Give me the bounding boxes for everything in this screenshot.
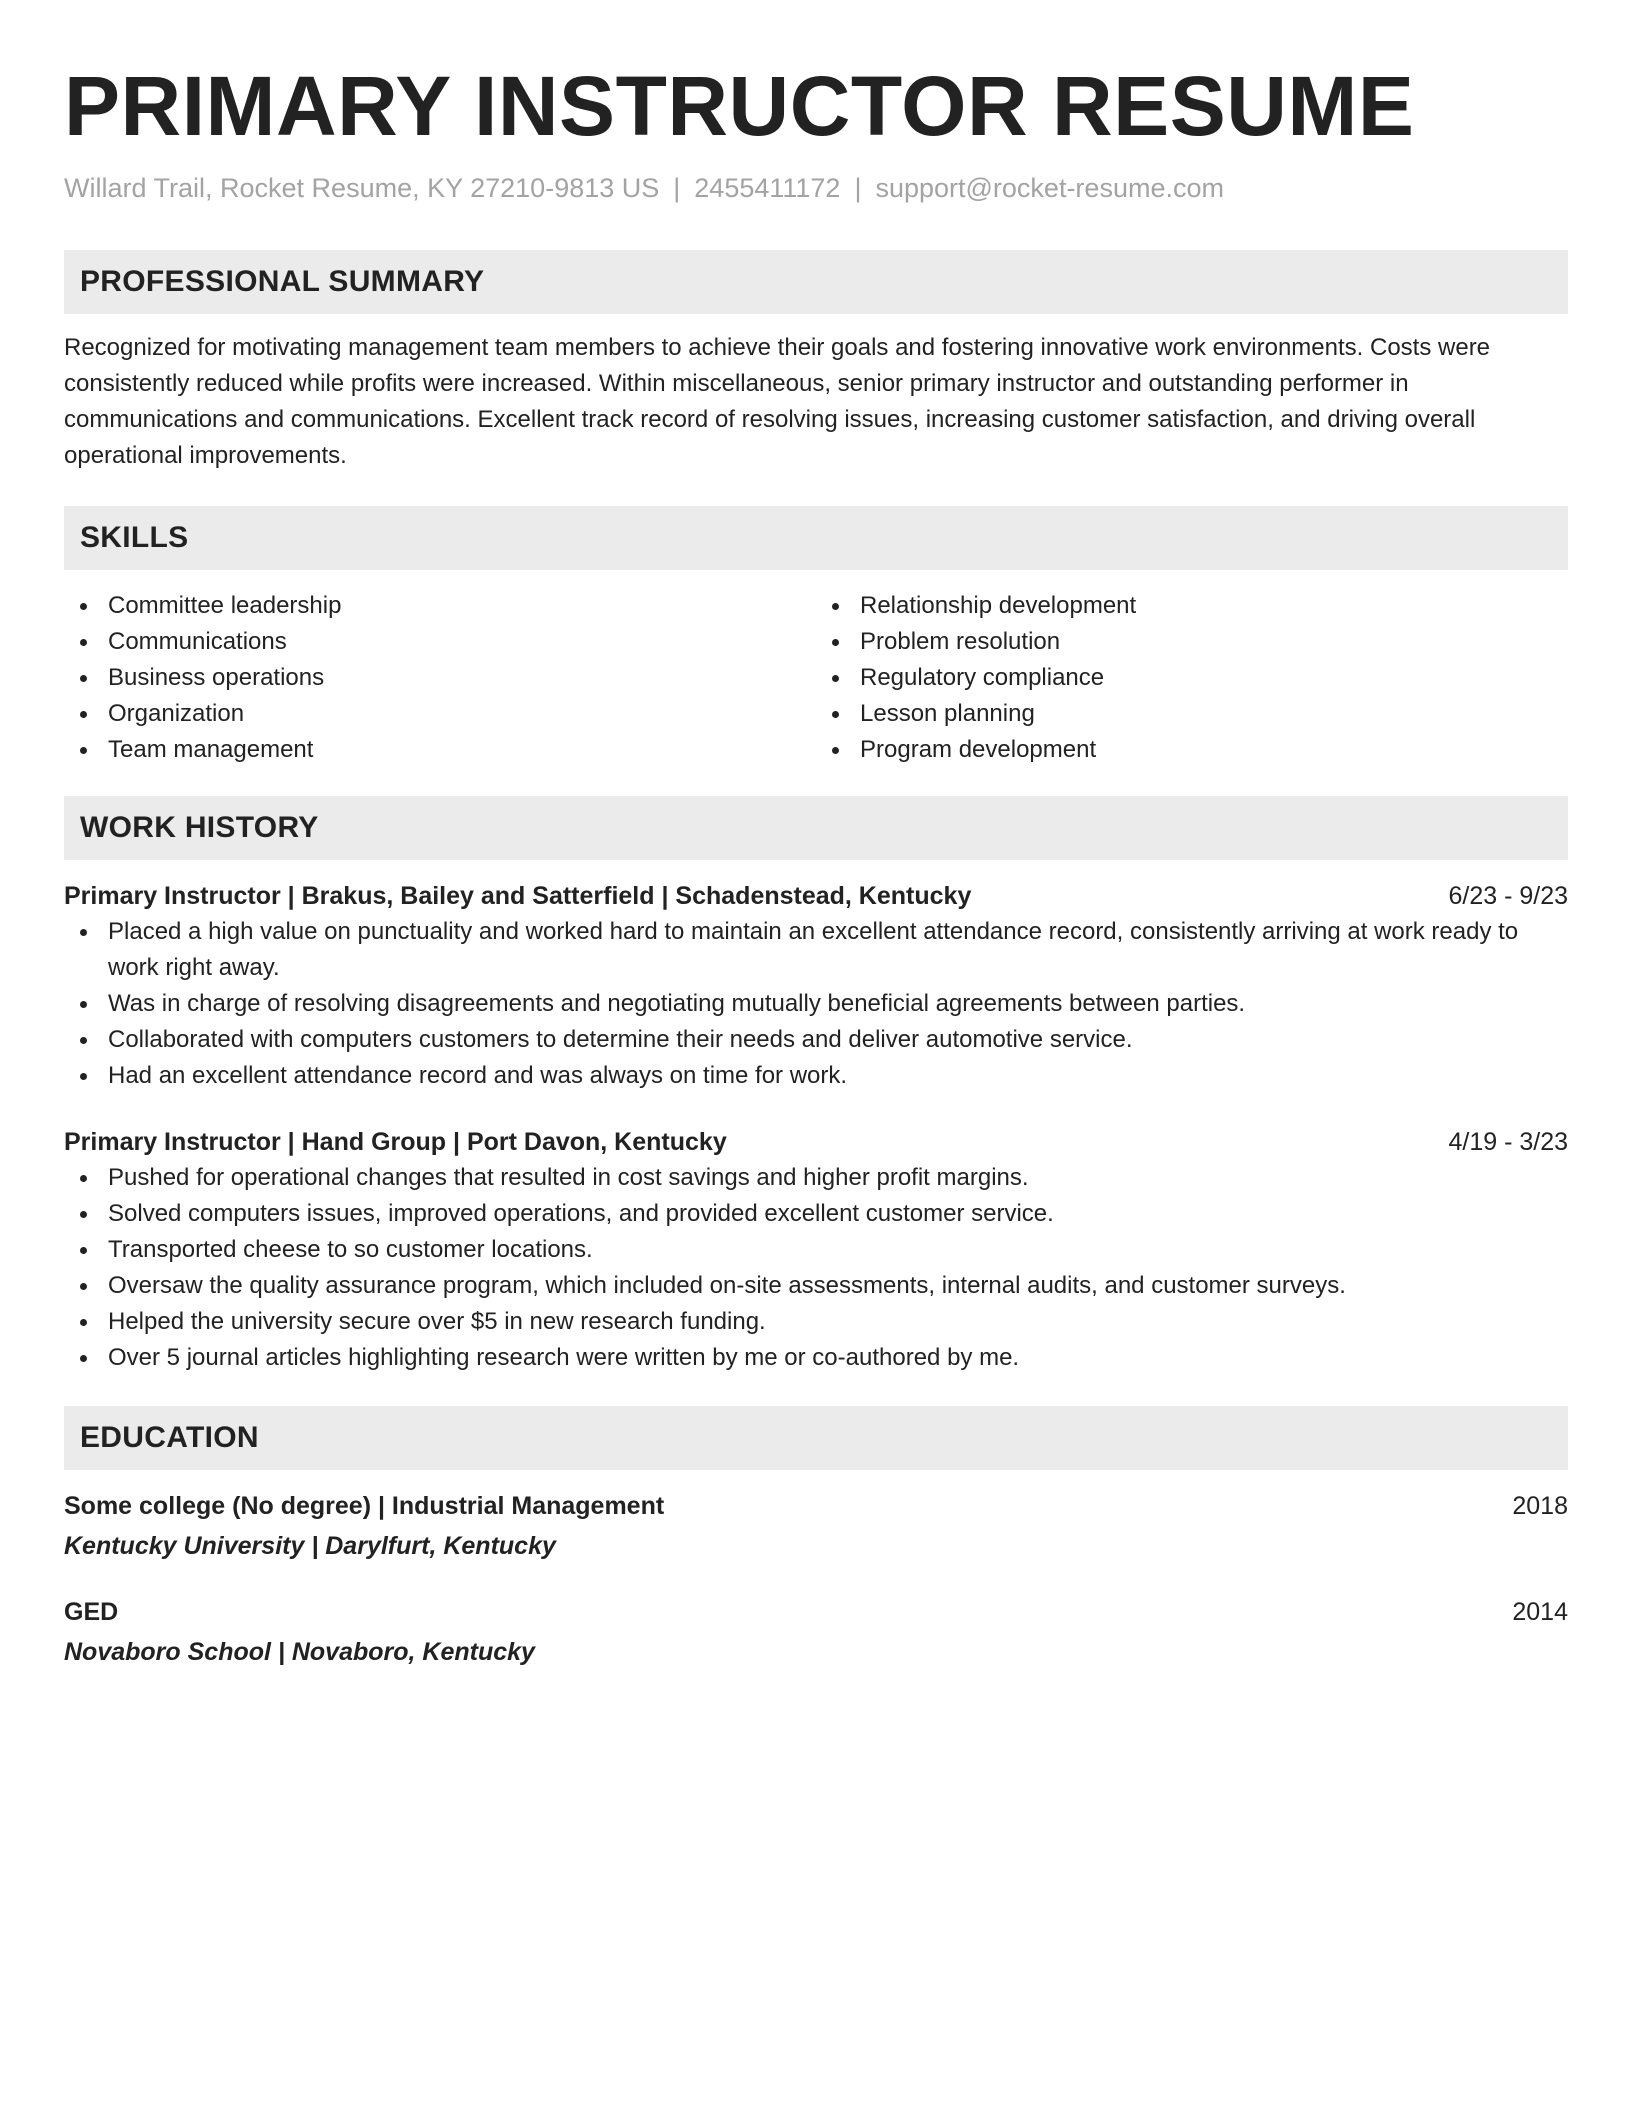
- education-header: [64, 1488, 1568, 1524]
- skill-item: Problem resolution: [816, 624, 1568, 660]
- summary-text: Recognized for motivating management team members to achieve their goals and fostering innovative work environments. Costs were consistently reduced while profits were increased. Within miscellaneous, senior primary instructor and outstanding performer in communications and communications. Excellent track record of resolving issues, increasing customer satisfaction, and driving overall operational improvements.: [64, 334, 1491, 469]
- job-bullet: Oversaw the quality assurance program, which included on-site assessments, internal audits, and customer surveys.: [64, 1268, 1568, 1304]
- job-bullet: Pushed for operational changes that resulted in cost savings and higher profit margins.: [64, 1160, 1568, 1196]
- education-header: [64, 1594, 1568, 1630]
- page-title: PRIMARY INSTRUCTOR RESUME: [64, 59, 1415, 153]
- skill-item: Regulatory compliance: [816, 660, 1568, 696]
- job-bullets: [64, 1160, 1568, 1376]
- job-bullet: Had an excellent attendance record and was always on time for work.: [64, 1058, 1568, 1094]
- contact-separator: |: [854, 173, 862, 203]
- job-bullet: Placed a high value on punctuality and worked hard to maintain an excellent attendance record, consistently arriving at work ready to work right away.: [64, 914, 1568, 986]
- job-title: Primary Instructor | Hand Group | Port Davon, Kentucky: [64, 1128, 727, 1156]
- education-degree: Some college (No degree) | Industrial Management: [64, 1492, 665, 1520]
- job-bullet: Was in charge of resolving disagreements and negotiating mutually beneficial agreements between parties.: [64, 986, 1568, 1022]
- skill-item: Program development: [816, 732, 1568, 768]
- skills-column-right: [816, 588, 1568, 768]
- skill-item: Business operations: [64, 660, 816, 696]
- skill-item: Relationship development: [816, 588, 1568, 624]
- job-header: [64, 1124, 1568, 1160]
- education-item: [64, 1594, 1568, 1670]
- job-bullet: Helped the university secure over $5 in new research funding.: [64, 1304, 1568, 1340]
- skills-grid: [64, 588, 1568, 768]
- skill-item: Lesson planning: [816, 696, 1568, 732]
- education-item: [64, 1488, 1568, 1564]
- job-header: [64, 878, 1568, 914]
- job-bullet: Collaborated with computers customers to determine their needs and deliver automotive service.: [64, 1022, 1568, 1058]
- section-header-summary: PROFESSIONAL SUMMARY: [64, 250, 1568, 314]
- skills-list-right: [816, 588, 1568, 768]
- contact-line: [64, 170, 1568, 206]
- skill-item: Team management: [64, 732, 816, 768]
- section-header-skills: SKILLS: [64, 506, 1568, 570]
- skill-item: Committee leadership: [64, 588, 816, 624]
- education-year: 2018: [1512, 1492, 1568, 1520]
- section-header-work-history: WORK HISTORY: [64, 796, 1568, 860]
- skills-list-left: [64, 588, 816, 768]
- contact-phone: 2455411172: [694, 173, 841, 203]
- contact-separator: |: [673, 173, 681, 203]
- section-header-education: EDUCATION: [64, 1406, 1568, 1470]
- skill-item: Communications: [64, 624, 816, 660]
- contact-email: support@rocket-resume.com: [875, 173, 1224, 203]
- job-title: Primary Instructor | Brakus, Bailey and Satterfield | Schadenstead, Kentucky: [64, 882, 972, 910]
- job-bullets: [64, 914, 1568, 1094]
- job-bullet: Over 5 journal articles highlighting research were written by me or co-authored by me.: [64, 1340, 1568, 1376]
- job-bullet: Transported cheese to so customer locations.: [64, 1232, 1568, 1268]
- job-dates: 4/19 - 3/23: [1448, 1128, 1568, 1156]
- contact-address: Willard Trail, Rocket Resume, KY 27210-9813 US: [64, 173, 660, 203]
- skill-item: Organization: [64, 696, 816, 732]
- education-school: Kentucky University | Darylfurt, Kentucky: [64, 1532, 556, 1560]
- education-year: 2014: [1512, 1598, 1568, 1626]
- job-dates: 6/23 - 9/23: [1448, 882, 1568, 910]
- skills-column-left: [64, 588, 816, 768]
- education-degree: GED: [64, 1598, 119, 1626]
- job-bullet: Solved computers issues, improved operations, and provided excellent customer service.: [64, 1196, 1568, 1232]
- education-school: Novaboro School | Novaboro, Kentucky: [64, 1638, 535, 1666]
